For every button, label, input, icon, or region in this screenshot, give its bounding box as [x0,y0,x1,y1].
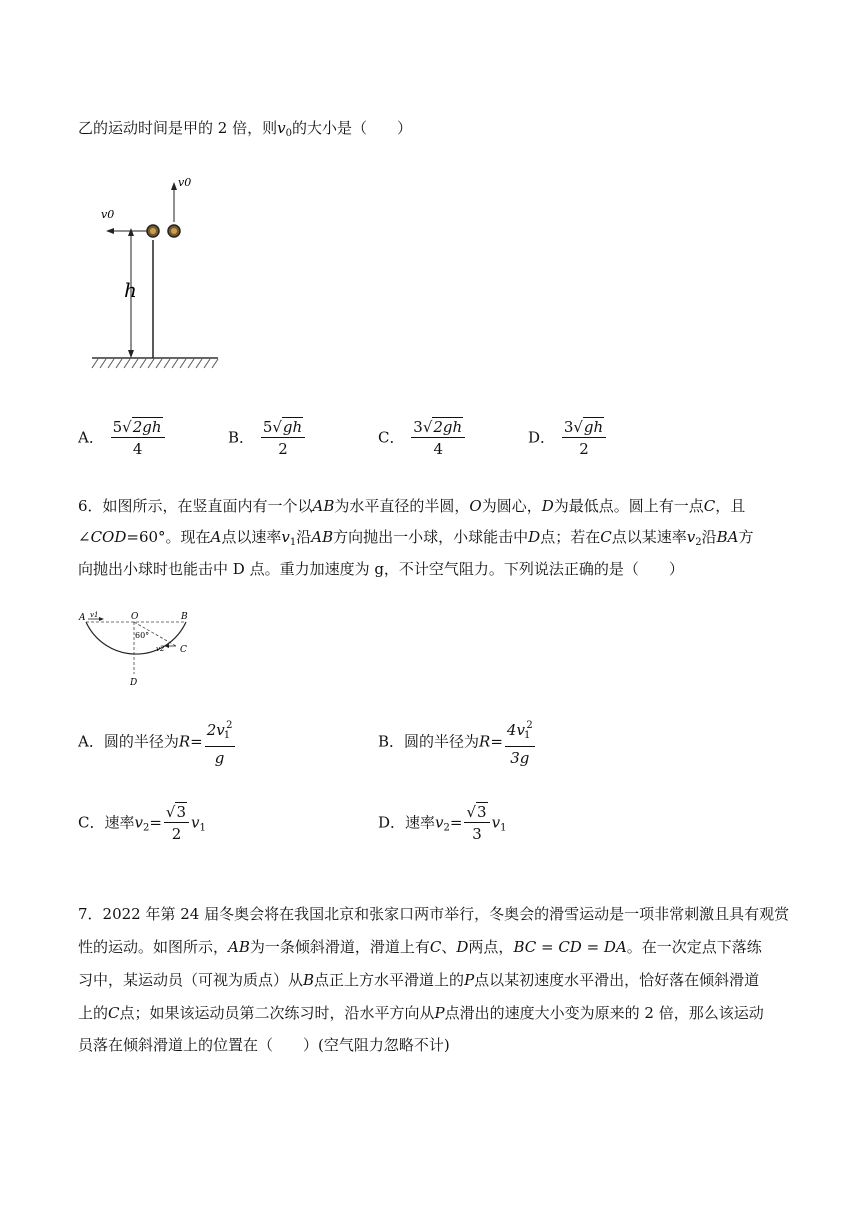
frac-radicand: gh [583,418,604,436]
q5-stem-text-b: 的大小是（ ） [291,119,412,137]
q5-fig-label-v0-top: v0 [178,176,192,189]
q6-option-c[interactable]: C．速率$v_2=$ $\frac{√3}{2}$ $v_1$ [78,803,206,843]
q7-line-3: 习中，某运动员（可视为质点）从B点正上方水平滑道上的P点以某初速度水平滑出，恰好落在倾斜滑道 [78,971,760,989]
q6-fig-A: A [79,613,86,623]
frac-radicand: gh [282,418,303,436]
frac-coef: 3 [413,418,423,436]
q6-fig-angle: 60° [135,631,150,640]
q5-stem-sub: 0 [285,128,292,139]
option-letter: D． [528,428,556,447]
q5-option-d[interactable]: D． $\frac{3√gh}{2}$ [528,417,608,460]
q6-fig-B: B [181,612,188,622]
q7-line-1: 7．2022 年第 24 届冬奥会将在我国北京和张家口两市举行，冬奥会的滑雪运动是一项非常刺激且具有观赏 [78,905,790,923]
q5-stem-text-a: 乙的运动时间是甲的 2 倍，则 [78,119,278,137]
q6-line-2: ∠COD=60°。现在A点以速率$v_1$沿AB方向抛出一小球，小球能击中D点；若在C点以某速率$v_2$沿BA方 [78,528,754,548]
frac-coef: 3 [563,418,574,436]
q7-line-4: 上的C点；如果该运动员第二次练习时，沿水平方向从P点滑出的速度大小变为原来的 2 倍，那么该运动 [78,1004,764,1022]
q5-stem-var: v [277,119,286,137]
q6-option-d[interactable]: D．速率$v_2=$ $\frac{√3}{3}$ $v_1$ [378,803,507,843]
option-letter: B． [228,428,255,447]
q6-line-3: 向抛出小球时也能击中 D 点。重力加速度为 g，不计空气阻力。下列说法正确的是（ ） [78,560,684,578]
q6-option-b[interactable]: B．圆的半径为R= $\frac{4v_1^2}{3g}$ [378,716,537,769]
frac-den: 4 [132,440,143,458]
q6-fig-v2: v2 [156,645,165,653]
frac-den: 2 [278,440,288,458]
q6-option-a[interactable]: A．圆的半径为R= $\frac{2v_1^2}{g}$ [78,716,237,769]
q7-line-5: 员落在倾斜滑道上的位置在（ ）(空气阻力忽略不计) [78,1036,450,1054]
q5-stem [78,118,412,144]
q6-figure [76,608,196,688]
option-letter: C． [378,428,405,447]
q5-option-c[interactable]: C． $\frac{3√2gh}{4}$ [378,417,467,460]
frac-coef: 5 [112,418,123,436]
q5-option-a[interactable]: A． $\frac{5√2gh}{4}$ [78,417,167,460]
frac-coef: 5 [262,418,273,436]
q7-line-2: 性的运动。如图所示，AB为一条倾斜滑道，滑道上有C、D两点，BC = CD = DA。在一次定点下落练 [78,938,762,956]
q6-fig-v1: v1 [90,611,99,619]
q5-fig-label-v0-left: v0 [101,208,115,221]
frac-den: 4 [433,440,443,458]
frac-den: 2 [579,440,589,458]
frac-radicand: 2gh [132,418,162,436]
option-letter: A． [78,428,104,447]
q5-figure [88,170,228,375]
q5-fig-label-h: h [124,278,137,302]
frac-radicand: 2gh [433,418,463,436]
q5-option-b[interactable]: B． $\frac{5√gh}{2}$ [228,417,307,460]
q6-fig-D: D [130,678,138,688]
q6-fig-O: O [131,612,139,622]
q6-line-1: 6．如图所示，在竖直面内有一个以AB为水平直径的半圆，O为圆心，D为最低点。圆上有一点C，且 [78,497,746,515]
q6-fig-C: C [180,645,187,655]
